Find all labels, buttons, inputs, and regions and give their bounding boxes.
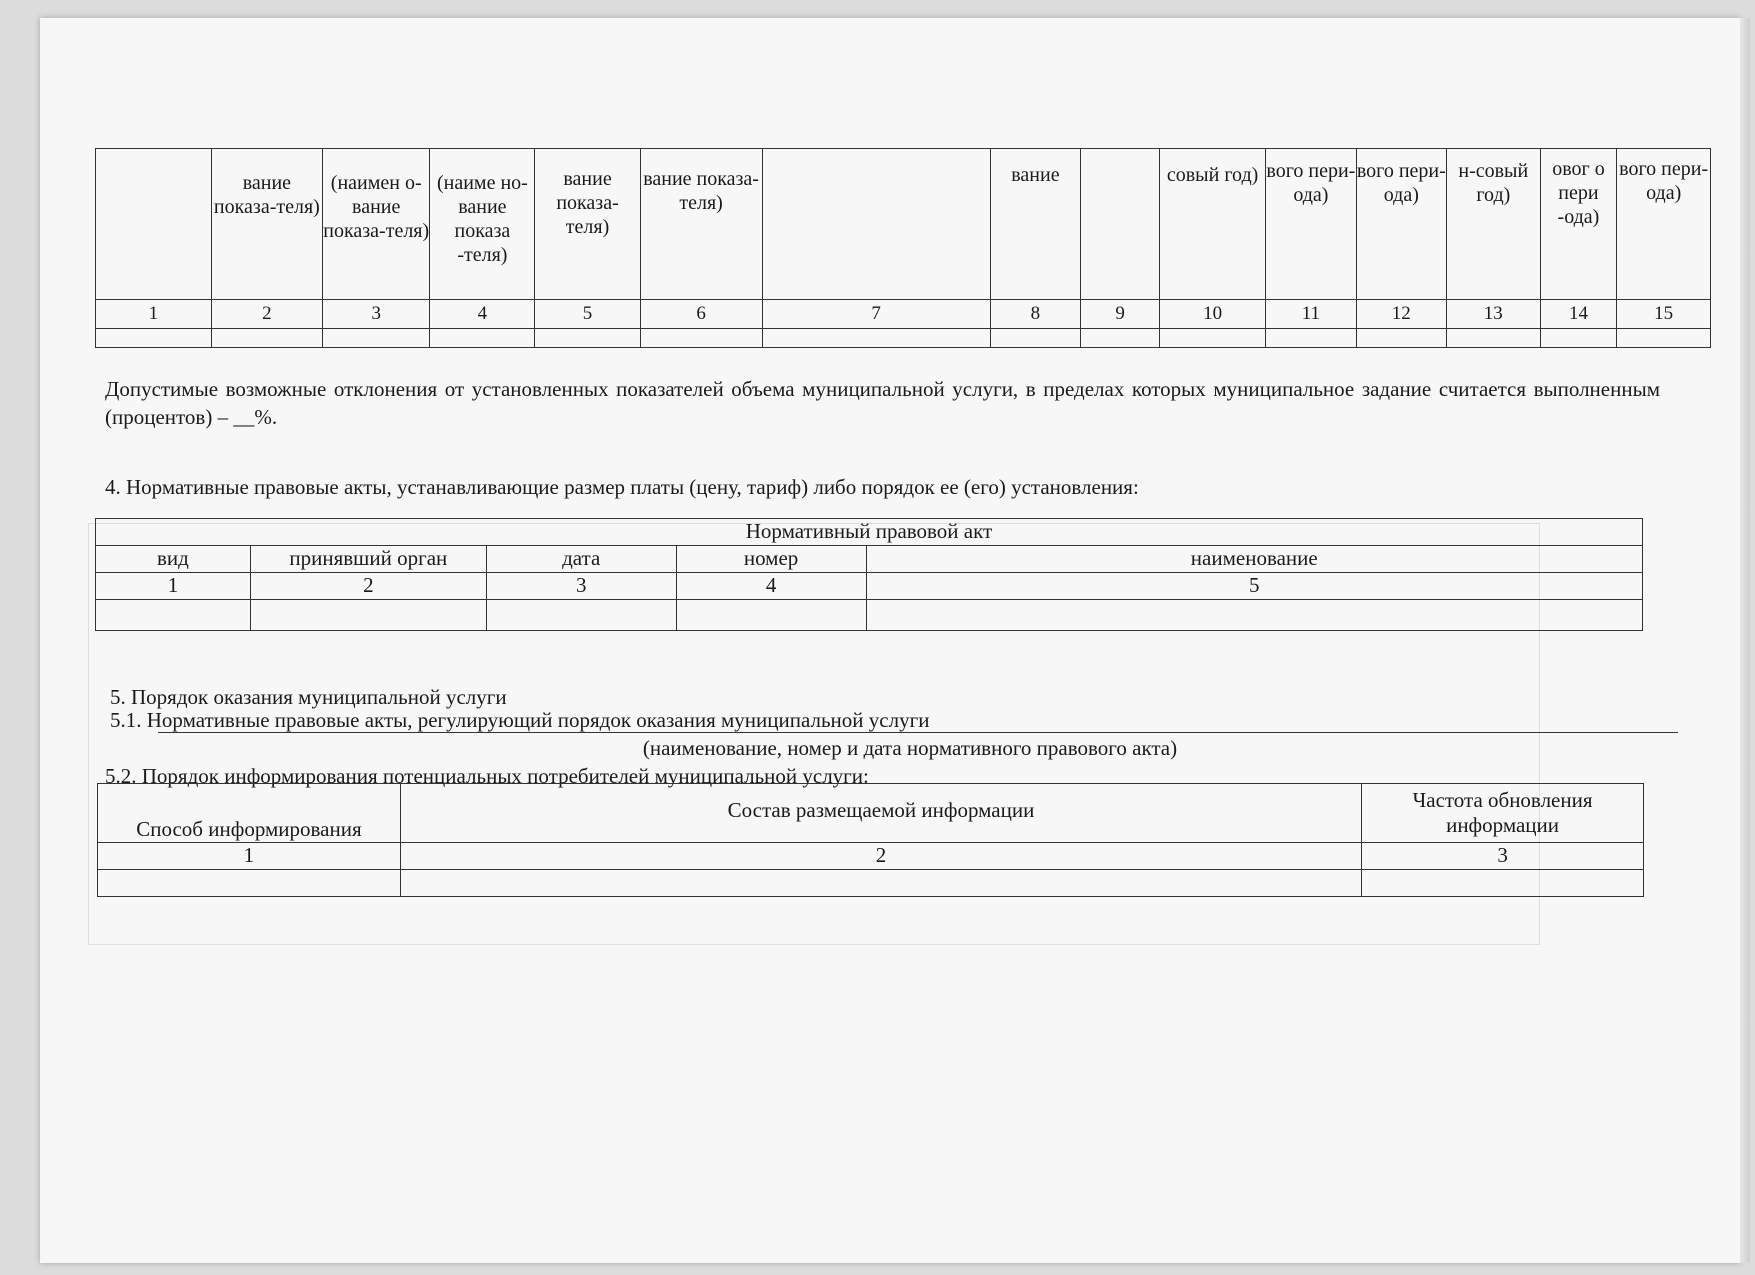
- column-number: 12: [1356, 300, 1446, 329]
- header-cell: вого пери-ода): [1617, 149, 1711, 300]
- legal-acts-number-row: [96, 573, 1643, 600]
- section5-title: 5. Порядок оказания муниципальной услуги: [110, 685, 507, 709]
- indicators-empty-row: [96, 329, 1711, 348]
- column-header-date: дата: [486, 546, 676, 573]
- column-number: 1: [96, 573, 251, 600]
- column-number: 10: [1159, 300, 1265, 329]
- column-number: 4: [430, 300, 535, 329]
- column-header-content: Состав размещаемой информации: [400, 784, 1361, 843]
- column-number: 1: [98, 843, 401, 870]
- table-cell: [430, 329, 535, 348]
- column-number: 11: [1266, 300, 1356, 329]
- column-number: 3: [1362, 843, 1644, 870]
- column-number: 9: [1081, 300, 1160, 329]
- indicators-number-row: [96, 300, 1711, 329]
- column-number: 2: [250, 573, 486, 600]
- table-cell: [98, 870, 401, 897]
- column-number: 2: [400, 843, 1361, 870]
- column-number: 13: [1447, 300, 1541, 329]
- column-number: 14: [1540, 300, 1617, 329]
- header-cell: вание: [990, 149, 1080, 300]
- column-number: 7: [762, 300, 990, 329]
- legal-acts-header-row: [96, 546, 1643, 573]
- column-number: 5: [535, 300, 640, 329]
- column-header-number: номер: [676, 546, 866, 573]
- header-cell: (наиме но-вание показа -теля): [430, 149, 535, 300]
- indicators-table: [95, 148, 1711, 348]
- indicators-header-row: [96, 149, 1711, 300]
- legal-acts-group-row: [96, 519, 1643, 546]
- table-cell: [96, 329, 212, 348]
- header-cell: [1081, 149, 1160, 300]
- header-cell: вание показа-теля): [535, 149, 640, 300]
- table-cell: [1081, 329, 1160, 348]
- header-cell: н-совый год): [1447, 149, 1541, 300]
- table-cell: [640, 329, 762, 348]
- info-number-row: [98, 843, 1644, 870]
- table-cell: [676, 600, 866, 631]
- document-page: [40, 18, 1740, 1263]
- info-empty-row: [98, 870, 1644, 897]
- column-number: 8: [990, 300, 1080, 329]
- table-cell: [250, 600, 486, 631]
- page-edge: [1740, 18, 1750, 1263]
- table-cell: [1447, 329, 1541, 348]
- group-header: Нормативный правовой акт: [96, 519, 1643, 546]
- deviation-paragraph: Допустимые возможные отклонения от установленных показателей объема муниципальной услуги, в пределах которых муниципальное задание считается выполненным (процентов) – __%.: [105, 377, 1660, 430]
- table-cell: [535, 329, 640, 348]
- table-cell: [1617, 329, 1711, 348]
- column-header-frequency: Частота обновления информации: [1362, 784, 1644, 843]
- column-header-name: наименование: [866, 546, 1643, 573]
- table-cell: [486, 600, 676, 631]
- column-number: 1: [96, 300, 212, 329]
- column-header-type: вид: [96, 546, 251, 573]
- legal-acts-table: [95, 518, 1643, 631]
- table-cell: [211, 329, 322, 348]
- column-number: 4: [676, 573, 866, 600]
- legal-acts-empty-row: [96, 600, 1643, 631]
- column-header-method: Способ информирования: [98, 784, 401, 843]
- section5-1-title: 5.1. Нормативные правовые акты, регулирующий порядок оказания муниципальной услуги: [110, 708, 930, 732]
- header-cell: вого пери-ода): [1356, 149, 1446, 300]
- column-header-authority: принявший орган: [250, 546, 486, 573]
- table-cell: [990, 329, 1080, 348]
- column-number: 5: [866, 573, 1643, 600]
- section5-1-caption: (наименование, номер и дата нормативного правового акта): [642, 736, 1178, 760]
- info-table: [97, 783, 1644, 897]
- column-number: 6: [640, 300, 762, 329]
- fill-in-line: [158, 732, 1678, 733]
- section4-title: 4. Нормативные правовые акты, устанавливающие размер платы (цену, тариф) либо порядок ее (его) установления:: [105, 475, 1139, 499]
- table-cell: [1362, 870, 1644, 897]
- table-cell: [1540, 329, 1617, 348]
- column-number: 2: [211, 300, 322, 329]
- table-cell: [1159, 329, 1265, 348]
- table-cell: [1266, 329, 1356, 348]
- table-cell: [866, 600, 1643, 631]
- header-cell: вание показа-теля): [640, 149, 762, 300]
- column-number: 3: [323, 300, 430, 329]
- column-number: 3: [486, 573, 676, 600]
- table-cell: [762, 329, 990, 348]
- table-cell: [96, 600, 251, 631]
- info-header-row: [98, 784, 1644, 843]
- header-cell: [762, 149, 990, 300]
- header-cell: совый год): [1159, 149, 1265, 300]
- table-cell: [1356, 329, 1446, 348]
- header-cell: (наимен о-вание показа-теля): [323, 149, 430, 300]
- header-cell: вого пери-ода): [1266, 149, 1356, 300]
- column-number: 15: [1617, 300, 1711, 329]
- header-cell: [96, 149, 212, 300]
- table-cell: [400, 870, 1361, 897]
- table-cell: [323, 329, 430, 348]
- header-cell: вание показа-теля): [211, 149, 322, 300]
- header-cell: овог о пери -ода): [1540, 149, 1617, 300]
- section5-2-title: 5.2. Порядок информирования потенциальных потребителей муниципальной услуги:: [105, 764, 869, 788]
